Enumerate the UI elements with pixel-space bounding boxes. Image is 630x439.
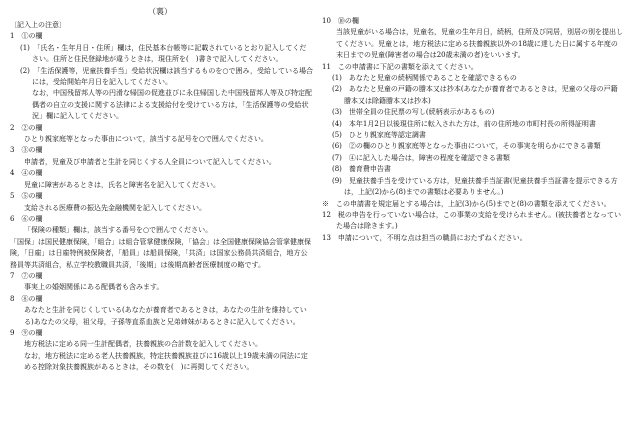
section-1-item-2-note: なお，中国残留邦人等の円滑な帰国の促進並びに永住帰国した中国残留邦人等及び特定配偶者の自立の支援に関する法律による支援給付を受けている方は，「生活保護等の受給状況」欄に記入してください。: [32, 89, 312, 121]
section-4-heading: 4 ④の欄: [10, 169, 43, 178]
section-4-text: 児童に障害があるときは，氏名と障害名を記入してください。: [24, 180, 220, 189]
section-1-heading: 1 ①の欄: [10, 32, 43, 41]
right-column: [322, 16, 624, 244]
section-11-heading: 11 この申請書に下記の書類を添えてください。: [322, 62, 478, 71]
section-5-text: 支給される医療費の振込先金融機関を記入してください。: [24, 203, 206, 212]
section-11-item-5: (5) ひとり親家庭等認定調書: [332, 131, 426, 140]
section-12-text: 12 税の申告を行っていない場合は，この事業の支給を受けられません。(被扶養者となっていた場合は除きます。): [322, 210, 622, 231]
section-11-item-7: (7) ④に記入した場合は，障害の程度を確認できる書類: [332, 153, 510, 162]
section-10-text: 当該児童がいる場合は，児童名，児童の生年月日，続柄，住所及び同居，別居の別を提出してください。児童とは，地方税法に定める扶養親族以外の18歳に達した日に属する年度の末日までの児童(障害者の場合は20歳未満の者)をいいます。: [336, 28, 623, 60]
section-2-heading: 2 ②の欄: [10, 123, 43, 132]
section-11-item-6: (6) ②の欄のひとり親家庭等となった事由について，その事実を明らかにできる書類: [332, 142, 601, 151]
section-11-item-8: (8) 養育費申告書: [332, 165, 391, 174]
section-9-note: なお，地方税法に定める老人扶養親族，特定扶養親族並びに16歳以上19歳未満の同法に定める控除対象扶養親族があるときは，その数を( )に再掲してください。: [24, 351, 308, 372]
section-6-definitions: 「国保」は国民健康保険，「組合」は組合管掌健康保険，「協会」は全国健康保険協会管掌健康保険，「日雇」は日雇特例被保険者，「船員」は船員保険，「共済」は国家公務員共済組合，地方公務員等共済組合，私立学校教職員共済，「後期」は後期高齢者医療制度の略です。: [10, 237, 311, 269]
section-5-heading: 5 ⑤の欄: [10, 192, 43, 201]
section-11-item-1: (1) あなたと児童の続柄関係であることを確認できるもの: [332, 74, 517, 83]
section-1-item-2: (2) 「生活保護等，児童扶養手当」受給状況欄は該当するものを○で囲み，受給している場合には，受給開始年月日を記入してください。: [20, 66, 313, 87]
section-6-text: 「保険の種類」欄は，該当する番号を○で囲んでください。: [24, 226, 213, 235]
left-column: [10, 20, 313, 374]
section-8-heading: 8 ⑧の欄: [10, 294, 43, 303]
section-11-item-2: (2) あなたと児童の戸籍の謄本又は抄本(あなたが養育者であるときは，児童の父母の戸籍謄本又は除籍謄本又は抄本): [332, 85, 618, 105]
section-9-heading: 9 ⑨の欄: [10, 328, 43, 337]
section-13-text: 13 申請について，不明な点は担当の職員におたずねください。: [322, 233, 527, 242]
section-2-text: ひとり親家庭等となった事由について，該当する記号を○で囲んでください。: [24, 135, 268, 144]
section-7-text: 事実上の婚姻関係にある配偶者も含みます。: [24, 283, 164, 292]
section-11-item-4: (4) 本年1月2日以後現住所に転入された方は，前の住所地の市町村長の所得証明書: [332, 119, 596, 128]
section-8-text: あなたと生計を同じくしている(あなたが養育者であるときは，あなたの生計を維持している)あなたの父母，祖父母，子孫等直系血族と兄弟姉妹があるときに記入してください。: [24, 306, 307, 326]
section-11-item-3: (3) 世帯全員の住民票の写し(続柄表示があるもの): [332, 108, 495, 117]
section-9-text: 地方税法に定める同一生計配偶者，扶養親族の合計数を記入してください。: [24, 340, 262, 349]
section-3-text: 申請者，児童及び申請者と生計を同じくする人全員について記入してください。: [24, 157, 276, 166]
notes-heading: 〔記入上の注意〕: [10, 21, 66, 29]
section-7-heading: 7 ⑦の欄: [10, 271, 43, 280]
section-6-heading: 6 ⑥の欄: [10, 214, 43, 223]
page-title: （裏）: [148, 7, 172, 16]
section-11-item-9: (9) 児童扶養手当を受けている方は，児童扶養手当証書(児童扶養手当証書を提示できる方は，上記(2)から(8)までの書類は必要ありません。): [332, 176, 618, 197]
section-1-item-1: (1) 「氏名・生年月日・住所」欄は，住民基本台帳等に記載されているとおり記入してください。住所と住民登録地が違うときは，現住所を( )書きで記入してください。: [20, 43, 307, 64]
section-11-remark: ※ この申請書を規定届とする場合は，上記(3)から(5)までと(8)の書類を添えてください。: [322, 199, 611, 208]
section-3-heading: 3 ③の欄: [10, 146, 43, 155]
section-10-heading: 10 ⑩の欄: [322, 17, 359, 25]
